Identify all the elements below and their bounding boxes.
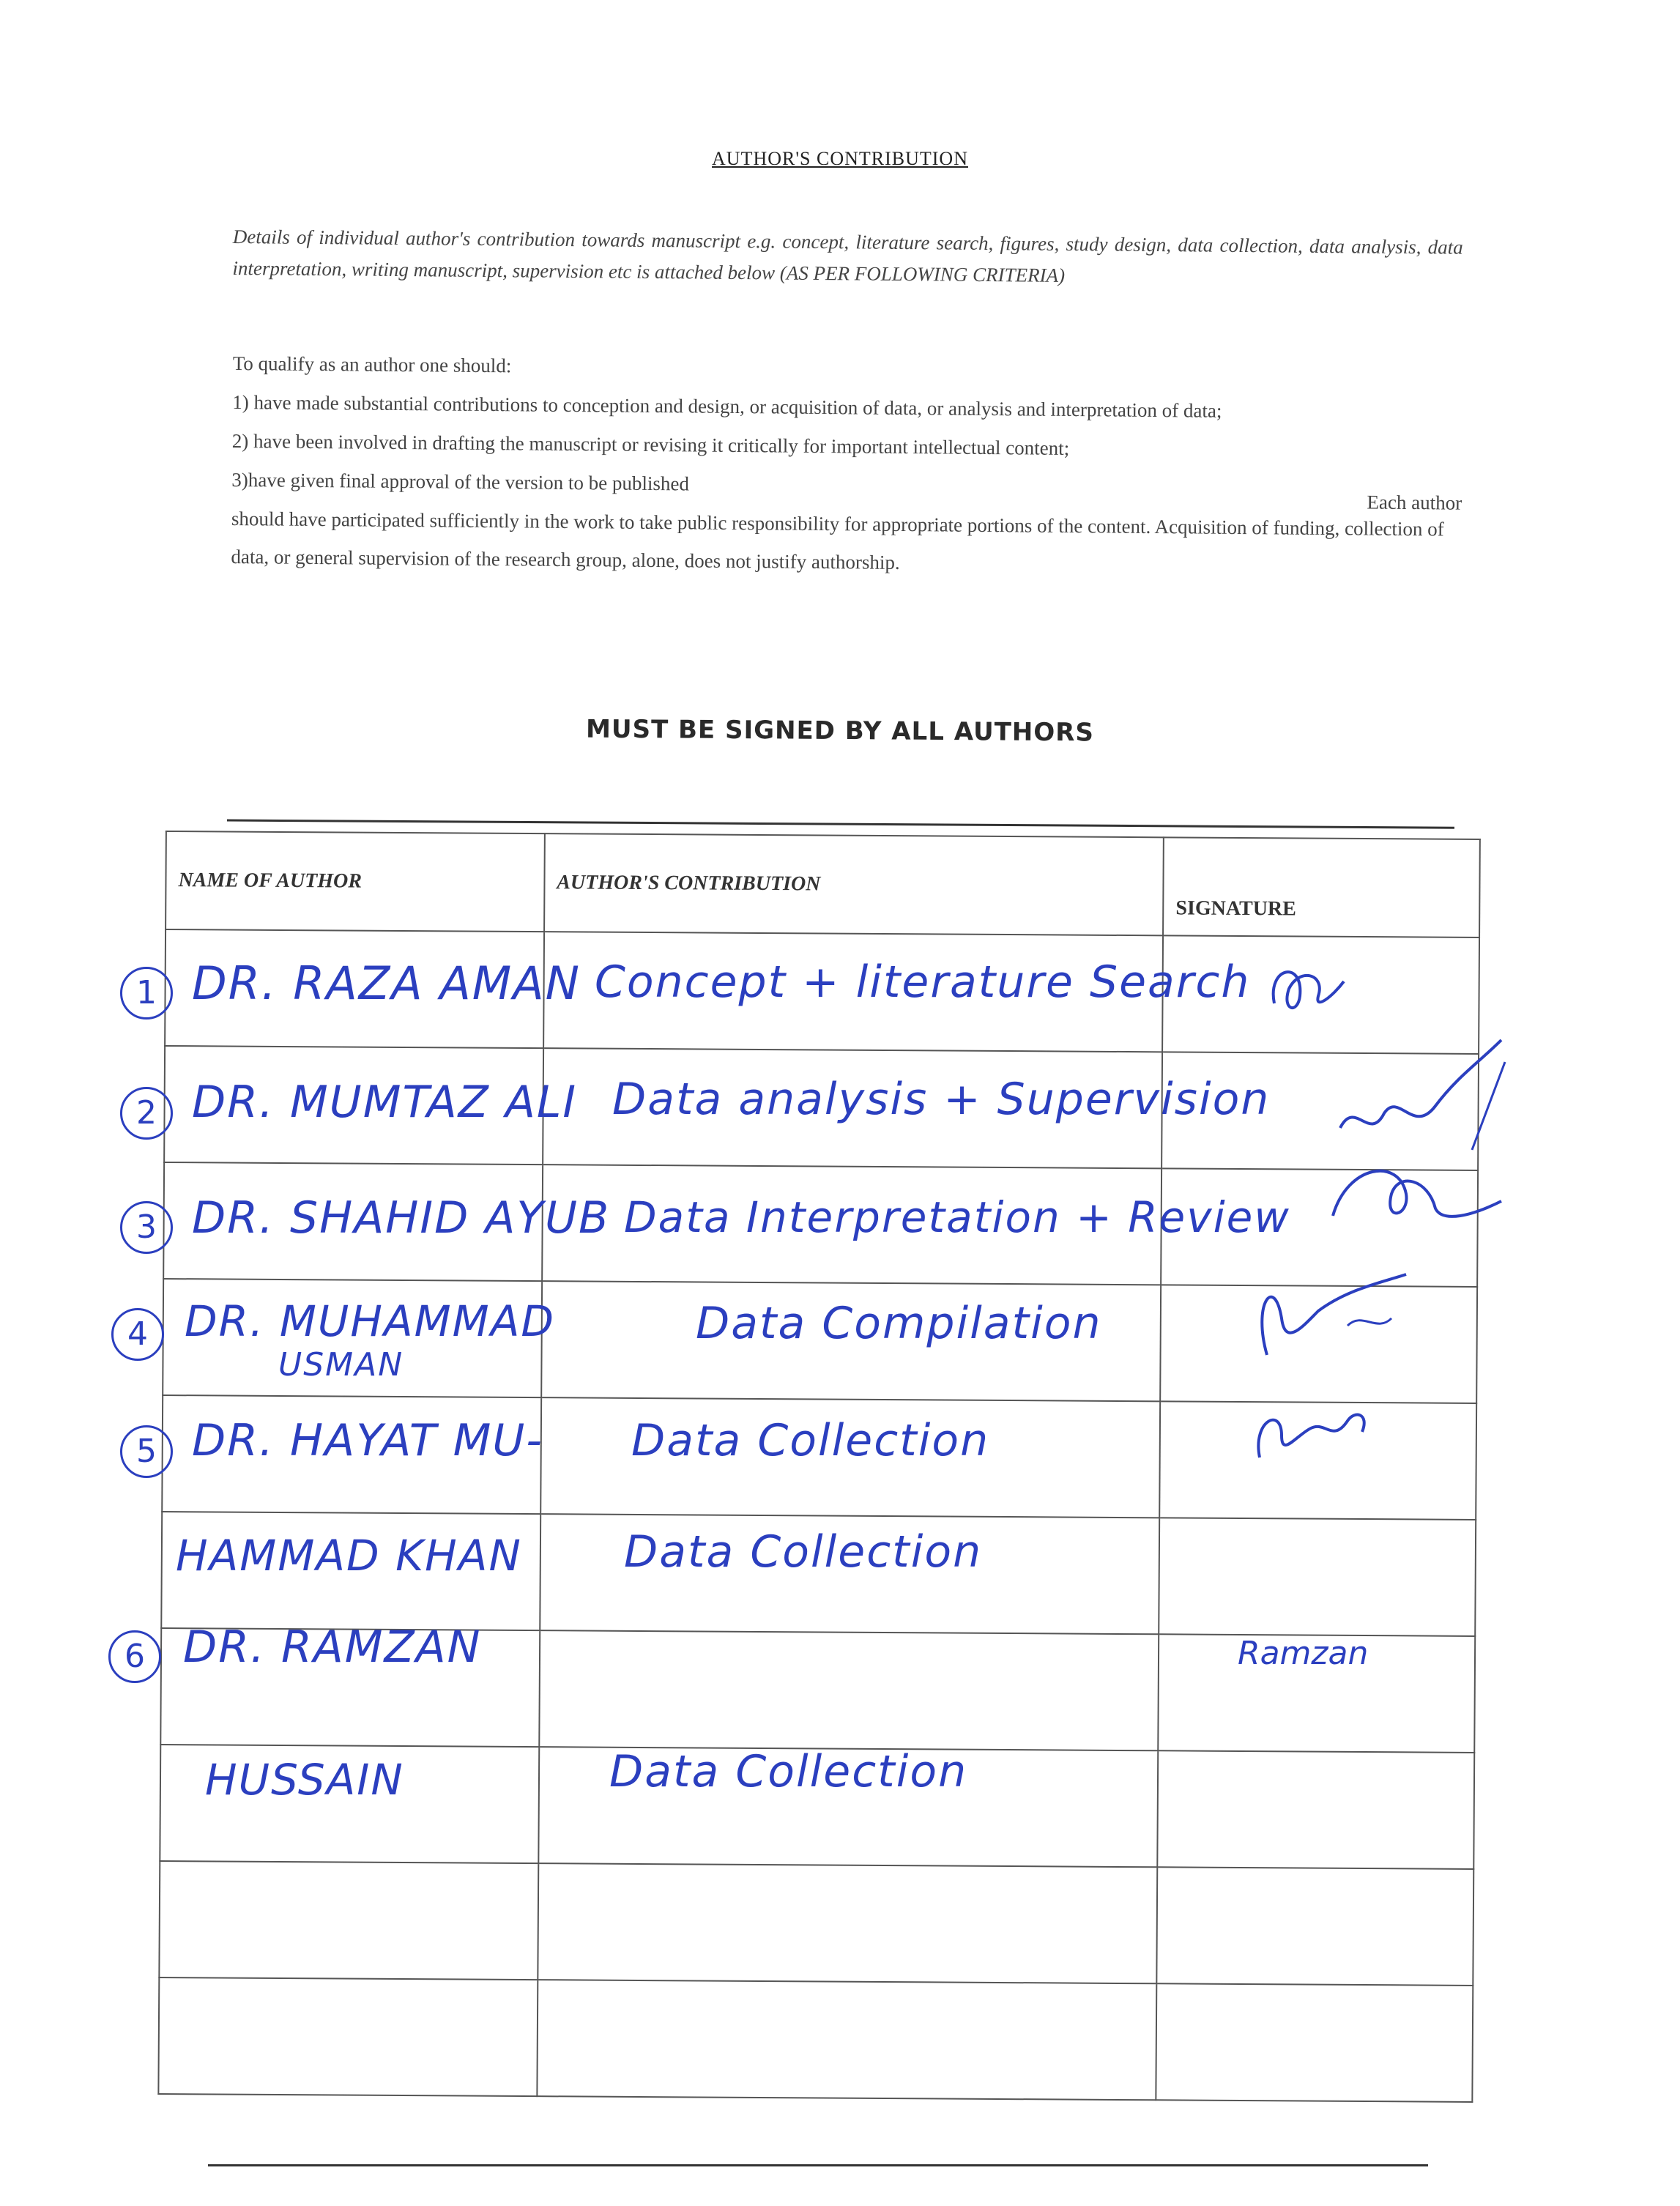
- author-contribution: Concept + literature Search: [595, 957, 1251, 1008]
- author-name: DR. RAMZAN: [183, 1622, 482, 1673]
- criterion-2: 2) have been involved in drafting the manuscript or revising it critically for important intellectual content;: [231, 429, 1070, 459]
- criterion-3: 3)have given final approval of the version to be published: [231, 468, 690, 495]
- author-name-cont: HUSSAIN: [205, 1755, 404, 1805]
- author-name: DR. RAZA AMAN: [192, 957, 581, 1010]
- criterion-1: 1) have made substantial contributions to conception and design, or acquisition of data, or analysis and interpretation of data;: [232, 390, 1222, 422]
- author-contribution: Data Collection: [631, 1415, 990, 1466]
- author-name: DR. HAYAT MU-: [192, 1415, 543, 1466]
- document-title: AUTHOR'S CONTRIBUTION: [712, 148, 968, 169]
- signature-mark: [1318, 1150, 1509, 1238]
- qualify-line: To qualify as an author one should:: [232, 352, 512, 377]
- each-author-text: Each author: [1367, 491, 1462, 514]
- authorship-criteria: [231, 344, 1463, 587]
- signature-mark: [1238, 1260, 1428, 1370]
- signature-mark: [1245, 1392, 1377, 1472]
- entry-number: 5: [120, 1425, 173, 1478]
- signature-mark: [1260, 952, 1355, 1025]
- entry-number: 1: [120, 967, 173, 1020]
- criteria-continuation: should have participated sufficiently in the work to take public responsibility for appropriate portions of the content. Acquisition of funding, collection of data, or general supervision of the research group, alone, does not justify authorship.: [231, 507, 1444, 573]
- table-row: [158, 1977, 1473, 2102]
- author-name-cont: HAMMAD KHAN: [176, 1531, 522, 1581]
- author-contribution: Data Compilation: [696, 1298, 1102, 1349]
- entry-number: 6: [108, 1630, 161, 1683]
- intro-details: Details of individual author's contribution towards manuscript e.g. concept, literature search, figures, study design, data collection, data analysis, data interpretation, writing manuscript, supervision etc is attached below (AS PER FOLLOWING CRITERIA): [232, 225, 1463, 286]
- entry-number: 3: [120, 1201, 173, 1254]
- author-name: DR. MUHAMMAD: [185, 1296, 556, 1346]
- author-name: DR. SHAHID AYUB: [192, 1192, 611, 1244]
- header-name: NAME OF AUTHOR: [166, 831, 545, 932]
- table-header-row: [166, 831, 1480, 937]
- table-top-rule: [227, 820, 1454, 829]
- author-contribution: Data analysis + Supervision: [612, 1074, 1271, 1125]
- header-contribution: AUTHOR'S CONTRIBUTION: [544, 833, 1164, 935]
- author-name: DR. MUMTAZ ALI: [192, 1077, 578, 1128]
- signature-mark: [1333, 1033, 1509, 1157]
- signature-text: Ramzan: [1238, 1635, 1369, 1672]
- author-contribution: Data Interpretation + Review: [624, 1192, 1290, 1242]
- author-contribution: Data Collection: [609, 1746, 968, 1797]
- bottom-rule: [208, 2164, 1428, 2166]
- signing-heading: MUST BE SIGNED BY ALL AUTHORS: [585, 714, 1095, 748]
- entry-number: 4: [111, 1308, 164, 1361]
- author-contribution-cont: Data Collection: [624, 1526, 983, 1578]
- author-name-cont: USMAN: [278, 1346, 404, 1384]
- entry-number: 2: [120, 1087, 173, 1140]
- table-row: [159, 1861, 1473, 1986]
- header-signature: SIGNATURE: [1163, 837, 1480, 937]
